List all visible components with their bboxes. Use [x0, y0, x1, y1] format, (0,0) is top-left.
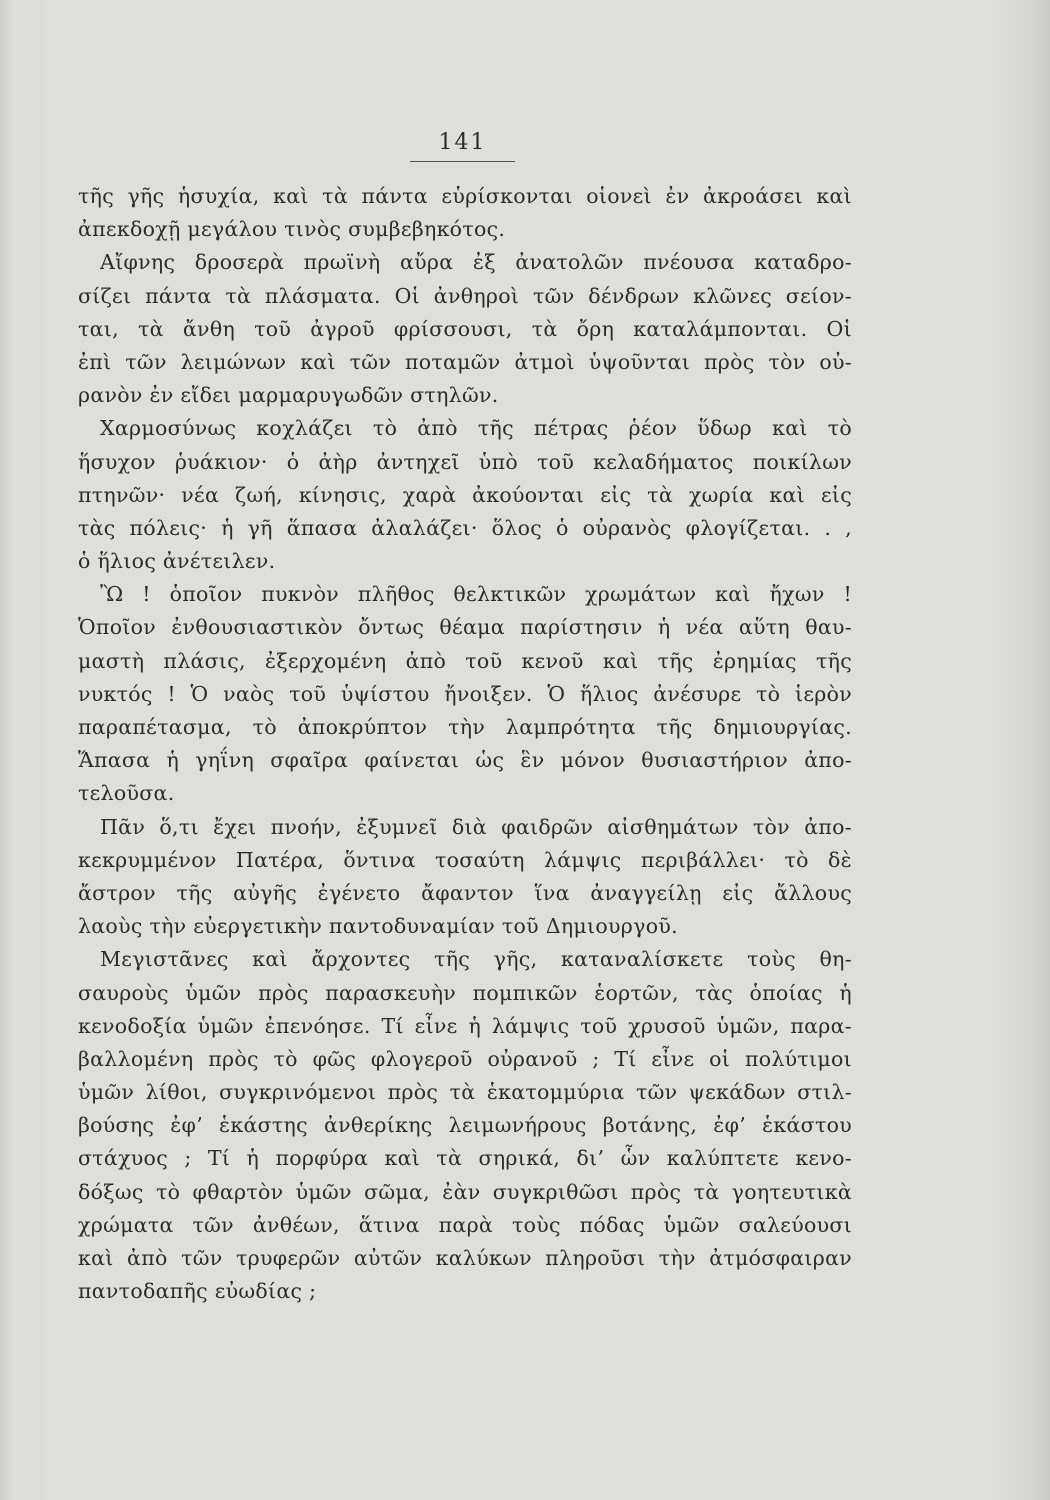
text-line: κενοδοξία ὑμῶν ἐπενόησε. Τί εἶνε ἡ λάμψις τοῦ χρυσοῦ ὑμῶν, παρα-	[78, 1013, 852, 1038]
text-line: Ὢ ! ὁποῖον πυκνὸν πλῆθος θελκτικῶν χρωμάτων καὶ ἤχων !	[100, 582, 852, 607]
text-line: Ἅπασα ἡ γηΐνη σφαῖρα φαίνεται ὡς ἓν μόνον θυσιαστήριον ἀπο-	[78, 748, 852, 773]
text-line: λαοὺς τὴν εὐεργετικὴν παντοδυναμίαν τοῦ Δημιουργοῦ.	[78, 914, 678, 939]
text-line: ἥσυχον ῥυάκιον· ὁ ἀὴρ ἀντηχεῖ ὑπὸ τοῦ κελαδήματος ποικίλων	[78, 449, 852, 474]
text-line: κεκρυμμένον Πατέρα, ὅντινα τοσαύτη λάμψις περιβάλλει· τὸ δὲ	[78, 847, 852, 872]
text-line: Μεγιστᾶνες καὶ ἄρχοντες τῆς γῆς, καταναλίσκετε τοὺς θη-	[100, 947, 852, 972]
text-line: τῆς γῆς ἡσυχία, καὶ τὰ πάντα εὑρίσκονται οἱονεὶ ἐν ἀκροάσει καὶ	[78, 184, 852, 208]
text-line: βούσης ἐφ’ ἑκάστης ἀνθερίκης λειμωνήρους βοτάνης, ἐφ’ ἑκάστου	[78, 1113, 852, 1138]
text-line: Χαρμοσύνως κοχλάζει τὸ ἀπὸ τῆς πέτρας ῥέον ὕδωρ καὶ τὸ	[100, 416, 852, 441]
text-line: παραπέτασμα, τὸ ἀποκρύπτον τὴν λαμπρότητα τῆς δημιουργίας.	[78, 715, 852, 739]
text-line: ὑμῶν λίθοι, συγκρινόμενοι πρὸς τὰ ἑκατομμύρια τῶν ψεκάδων στιλ-	[78, 1080, 852, 1105]
text-line: πτηνῶν· νέα ζωή, κίνησις, χαρὰ ἀκούονται εἰς τὰ χωρία καὶ εἰς	[78, 482, 852, 507]
text-line: ται, τὰ ἄνθη τοῦ ἀγροῦ φρίσσουσι, τὰ ὄρη καταλάμπονται. Οἱ	[78, 316, 852, 341]
body-text	[78, 180, 852, 1308]
text-line: ἐπὶ τῶν λειμώνων καὶ τῶν ποταμῶν ἀτμοὶ ὑψοῦνται πρὸς τὸν οὐ-	[78, 349, 852, 374]
text-line: παντοδαπῆς εὐωδίας ;	[78, 1279, 317, 1304]
text-line: νυκτός ! Ὁ ναὸς τοῦ ὑψίστου ἤνοιξεν. Ὁ ἥλιος ἀνέσυρε τὸ ἱερὸν	[78, 681, 852, 706]
text-line: ρανὸν ἐν εἴδει μαρμαρυγωδῶν στηλῶν.	[78, 383, 499, 408]
page-number: 141	[410, 130, 515, 162]
text-line: μαστὴ πλάσις, ἐξερχομένη ἀπὸ τοῦ κενοῦ καὶ τῆς ἐρημίας τῆς	[78, 648, 852, 673]
text-line: καὶ ἀπὸ τῶν τρυφερῶν αὐτῶν καλύκων πληροῦσι τὴν ἀτμόσφαιραν	[78, 1246, 852, 1270]
text-line: βαλλομένη πρὸς τὸ φῶς φλογεροῦ οὐρανοῦ ; Τί εἶνε οἱ πολύτιμοι	[78, 1046, 852, 1071]
text-line: ἄστρον τῆς αὐγῆς ἐγένετο ἄφαντον ἵνα ἀναγγείλῃ εἰς ἄλλους	[78, 880, 852, 905]
text-line: δόξως τὸ φθαρτὸν ὑμῶν σῶμα, ἐὰν συγκριθῶσι πρὸς τὰ γοητευτικὰ	[78, 1179, 852, 1204]
text-line: στάχυος ; Τί ἡ πορφύρα καὶ τὰ σηρικά, δι’ ὧν καλύπτετε κενο-	[78, 1146, 852, 1171]
text-line: τελοῦσα.	[78, 781, 175, 806]
text-line: ὁ ἥλιος ἀνέτειλεν.	[78, 549, 276, 574]
text-line: σαυροὺς ὑμῶν πρὸς παρασκευὴν πομπικῶν ἑορτῶν, τὰς ὁποίας ἡ	[78, 980, 852, 1005]
text-line: σίζει πάντα τὰ πλάσματα. Οἱ ἀνθηροὶ τῶν δένδρων κλῶνες σείον-	[78, 283, 852, 308]
text-line: χρώματα τῶν ἀνθέων, ἅτινα παρὰ τοὺς πόδας ὑμῶν σαλεύουσι	[78, 1212, 852, 1237]
text-line: τὰς πόλεις· ἡ γῆ ἅπασα ἀλαλάζει· ὅλος ὁ οὐρανὸς φλογίζεται. . ,	[78, 515, 852, 540]
text-line: ἀπεκδοχῇ μεγάλου τινὸς συμβεβηκότος.	[78, 217, 506, 242]
text-line: Ὁποῖον ἐνθουσιαστικὸν ὄντως θέαμα παρίστησιν ἡ νέα αὕτη θαυ-	[78, 615, 852, 640]
text-line: Πᾶν ὅ,τι ἔχει πνοήν, ἐξυμνεῖ διὰ φαιδρῶν αἰσθημάτων τὸν ἀπο-	[100, 814, 852, 839]
text-line: Αἴφνης δροσερὰ πρωϊνὴ αὔρα ἐξ ἀνατολῶν πνέουσα καταδρο-	[100, 250, 852, 275]
